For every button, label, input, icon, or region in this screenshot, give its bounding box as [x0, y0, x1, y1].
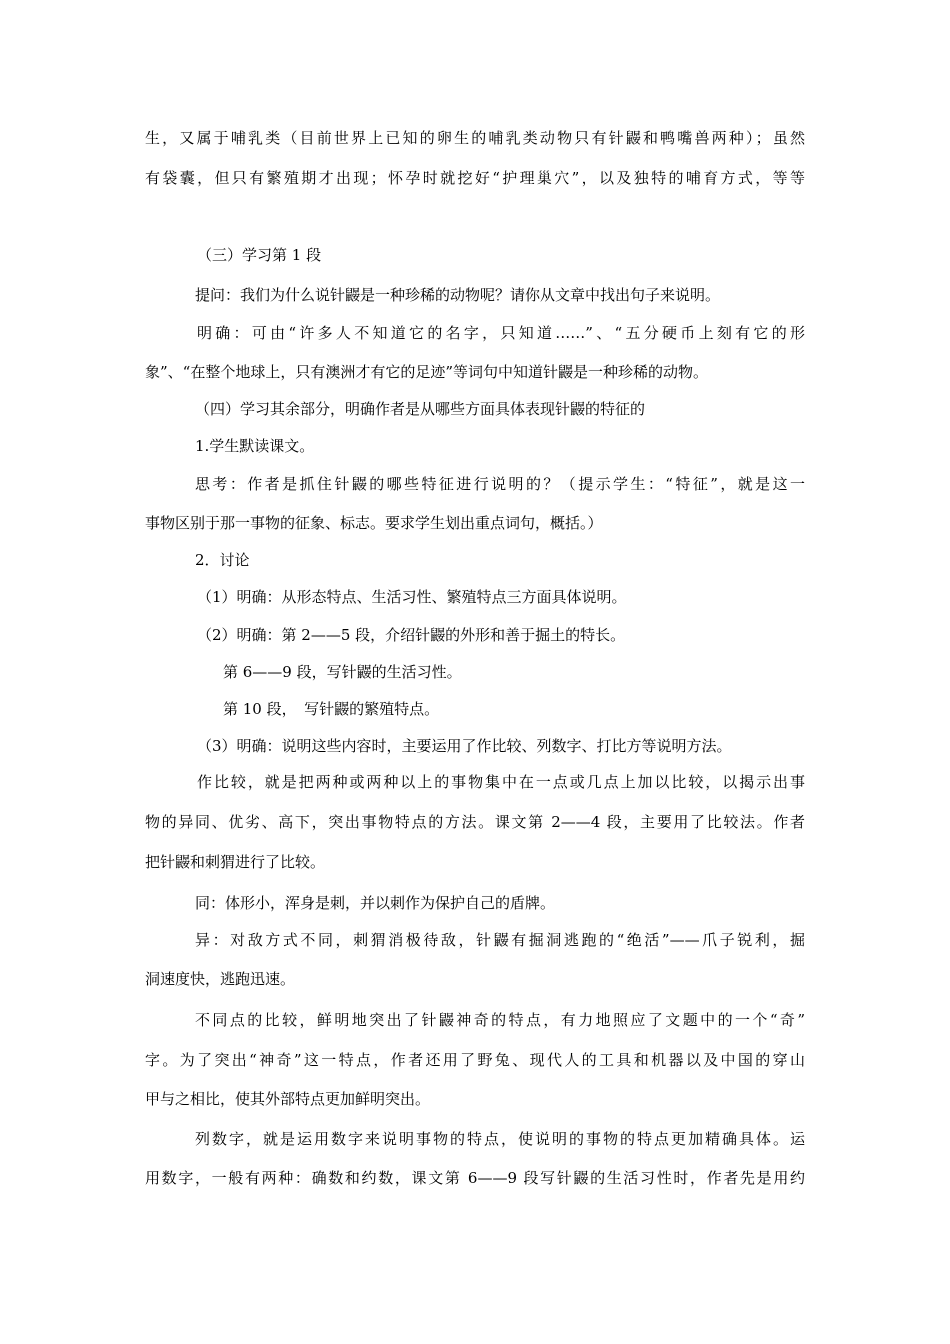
text-line: 同：体形小，浑身是刺，并以刺作为保护自己的盾牌。: [195, 894, 556, 912]
text-line: （1）明确：从形态特点、生活习性、繁殖特点三方面具体说明。: [197, 588, 627, 606]
text-line: （3）明确：说明这些内容时，主要运用了作比较、列数字、打比方等说明方法。: [197, 737, 732, 755]
text-line: 作比较，就是把两种或两种以上的事物集中在一点或几点上加以比较，以揭示出事: [197, 773, 805, 791]
text-line: 用数字，一般有两种：确数和约数，课文第 6——9 段写针鼹的生活习性时，作者先是用约: [145, 1169, 805, 1187]
text-line: 字。为了突出“神奇”这一特点，作者还用了野兔、现代人的工具和机器以及中国的穿山: [145, 1051, 805, 1069]
text-line: 洞速度快，逃跑迅速。: [145, 970, 296, 988]
text-line: 事物区别于那一事物的征象、标志。要求学生划出重点词句，概括。）: [145, 514, 603, 532]
text-line: 列数字，就是运用数字来说明事物的特点，使说明的事物的特点更加精确具体。运: [195, 1130, 805, 1148]
text-line: （2）明确：第 2——5 段，介绍针鼹的外形和善于掘土的特长。: [197, 626, 626, 644]
text-line: 明确：可由“许多人不知道它的名字，只知道……”、“五分硬币上刻有它的形: [197, 324, 805, 342]
text-line: 生，又属于哺乳类（目前世界上已知的卵生的哺乳类动物只有针鼹和鸭嘴兽两种）；虽然: [145, 129, 805, 147]
text-line: 2．讨论: [195, 551, 250, 569]
text-line: 有袋囊，但只有繁殖期才出现；怀孕时就挖好“护理巢穴”，以及独特的哺育方式，等等: [145, 169, 805, 187]
text-line: 提问：我们为什么说针鼹是一种珍稀的动物呢？请你从文章中找出句子来说明。: [195, 286, 721, 304]
text-line: 第 10 段， 写针鼹的繁殖特点。: [223, 700, 440, 718]
text-line: 象”、“在整个地球上，只有澳洲才有它的足迹”等词句中知道针鼹是一种珍稀的动物。: [145, 363, 709, 381]
text-line: 异：对敌方式不同，刺猬消极待敌，针鼹有掘洞逃跑的“绝活”——爪子锐利，掘: [195, 931, 805, 949]
text-line: 物的异同、优劣、高下，突出事物特点的方法。课文第 2——4 段，主要用了比较法。作者: [145, 813, 805, 831]
text-line: 思考：作者是抓住针鼹的哪些特征进行说明的？（提示学生：“特征”，就是这一: [195, 475, 805, 493]
text-line: 把针鼹和刺猬进行了比较。: [145, 853, 326, 871]
text-line: 第 6——9 段，写针鼹的生活习性。: [223, 663, 462, 681]
section-heading: （三）学习第 1 段: [197, 246, 322, 264]
section-heading: （四）学习其余部分，明确作者是从哪些方面具体表现针鼹的特征的: [195, 400, 646, 418]
text-line: 1.学生默读课文。: [195, 437, 315, 455]
text-line: 不同点的比较，鲜明地突出了针鼹神奇的特点，有力地照应了文题中的一个“奇”: [195, 1011, 805, 1029]
text-line: 甲与之相比，使其外部特点更加鲜明突出。: [145, 1090, 431, 1108]
